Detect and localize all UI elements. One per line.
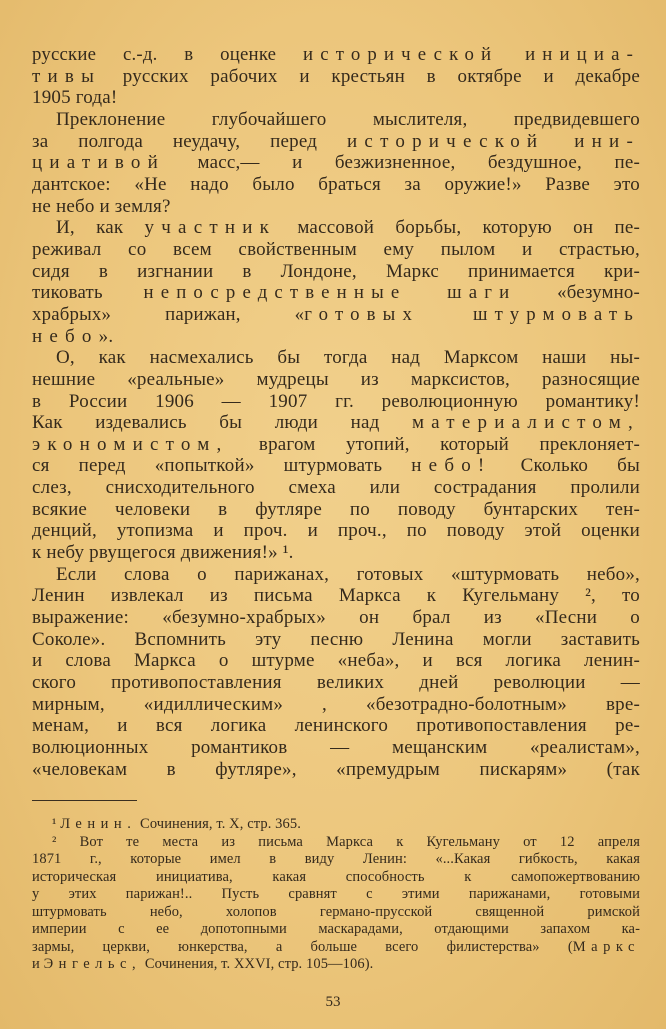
text-line bbox=[32, 477, 640, 499]
spaced-emphasis: штурмовать bbox=[473, 303, 641, 325]
text-run: Сочинения, т. X, стр. 365. bbox=[136, 816, 301, 832]
text-run: к небу рвущегося движения!» ¹. bbox=[32, 542, 294, 564]
text-run: массовой борьбы, которую он пе- bbox=[276, 217, 640, 239]
spaced-emphasis: готовых bbox=[304, 303, 419, 325]
text-run: ся перед «попыткой» штурмовать bbox=[32, 455, 412, 477]
text-run: менам, и вся логика ленинского противопоставления ре- bbox=[32, 715, 640, 737]
text-run: 1871 г., которые имел в виду Ленин: «...Какая гибкость, какая bbox=[32, 851, 640, 867]
footnote-line bbox=[32, 904, 640, 922]
text-run: ». bbox=[98, 325, 114, 347]
spaced-emphasis: шаги bbox=[447, 282, 517, 304]
text-line bbox=[32, 326, 640, 348]
text-run: сидя в изгнании в Лондоне, Маркс принимается кри- bbox=[32, 260, 640, 282]
text-line bbox=[32, 152, 640, 174]
page-number: 53 bbox=[325, 994, 341, 1010]
text-run bbox=[544, 131, 574, 152]
text-run: Сколько бы bbox=[491, 455, 640, 477]
spaced-emphasis: исторической bbox=[347, 130, 545, 152]
text-run: выражение: «безумно-храбрых» он брал из «Песни о bbox=[32, 607, 640, 629]
text-run: мирным, «идиллическим» , «безотрадно-болотным» вре- bbox=[32, 693, 640, 715]
text-run: зармы, церкви, юнкерства, а больше всего филистерства» ( bbox=[32, 938, 573, 955]
footnote-line bbox=[32, 956, 640, 974]
text-run: слез, снисходительного смеха или сострадания пролили bbox=[32, 477, 640, 499]
spaced-emphasis: непосредственные bbox=[143, 282, 407, 304]
text-line bbox=[32, 629, 640, 651]
text-line bbox=[32, 499, 640, 521]
text-line bbox=[32, 694, 640, 716]
spaced-emphasis: небо bbox=[32, 325, 99, 347]
text-run: денций, утопизма и проч. и проч., по поводу этой оценки bbox=[32, 520, 640, 542]
spaced-emphasis: участник bbox=[144, 217, 277, 239]
text-line bbox=[32, 672, 640, 694]
text-run: русских рабочих и крестьян в октябре и декабре bbox=[101, 65, 640, 87]
text-line bbox=[32, 196, 640, 218]
main-text-body bbox=[32, 44, 640, 780]
text-line bbox=[32, 434, 640, 456]
text-run: Как издевались бы люди над bbox=[32, 412, 413, 434]
text-run: Если слова о парижанах, готовых «штурмовать небо», bbox=[56, 563, 640, 585]
text-run: в России 1906 — 1907 гг. революционную романтику! bbox=[32, 390, 640, 412]
spaced-emphasis: Маркс bbox=[572, 938, 640, 955]
text-run bbox=[498, 44, 525, 65]
text-run: волюционных романтиков — мещанским «реалистам», bbox=[32, 737, 640, 758]
text-line bbox=[32, 585, 640, 607]
text-run bbox=[419, 304, 473, 325]
text-line bbox=[32, 282, 640, 304]
spaced-emphasis: Энгельс, bbox=[43, 956, 142, 972]
spaced-emphasis: циативой bbox=[32, 152, 166, 174]
text-line bbox=[32, 131, 640, 153]
text-line bbox=[32, 347, 640, 369]
text-run: и bbox=[32, 956, 44, 972]
text-run: за полгода неудачу, перед bbox=[32, 130, 348, 152]
text-run: «человекам в футляре», «премудрым пискарям» (так bbox=[32, 758, 640, 780]
footnote-line bbox=[32, 939, 640, 957]
text-run: масс,— и безжизненное, бездушное, пе- bbox=[165, 152, 640, 174]
text-line bbox=[32, 304, 640, 326]
text-run: штурмовать небо, холопов германо-прусской священной римской bbox=[32, 903, 640, 920]
text-run: русские с.-д. в оценке bbox=[32, 44, 304, 65]
text-run bbox=[406, 282, 447, 303]
text-run: всякие человеки в футляре по поводу бунтарских тен- bbox=[32, 498, 640, 520]
text-run: Соколе». Вспомнить эту песню Ленина могли заставить bbox=[32, 628, 640, 650]
text-run: 1905 года! bbox=[32, 87, 118, 109]
text-line bbox=[32, 607, 640, 629]
text-run: нешние «реальные» мудрецы из марксистов, разносящие bbox=[32, 368, 640, 390]
spaced-emphasis: Ленин. bbox=[60, 816, 137, 832]
text-line bbox=[32, 217, 640, 239]
text-line bbox=[32, 261, 640, 283]
text-run: реживал со всем свойственным ему пылом и страстью, bbox=[32, 238, 640, 260]
spaced-emphasis: материалистом, bbox=[412, 412, 640, 434]
text-line bbox=[32, 109, 640, 131]
text-line bbox=[32, 412, 640, 434]
text-line bbox=[32, 87, 640, 109]
text-run: О, как насмехались бы тогда над Марксом наши ны- bbox=[56, 347, 640, 369]
text-run: И, как bbox=[56, 217, 145, 239]
text-run: ¹ bbox=[52, 816, 61, 832]
text-line bbox=[32, 239, 640, 261]
text-line bbox=[32, 391, 640, 413]
text-run: дантское: «Не надо было браться за оружие!» Разве это bbox=[32, 173, 640, 195]
spaced-emphasis: ини- bbox=[574, 130, 640, 152]
footnote-line bbox=[32, 816, 640, 834]
footnotes bbox=[32, 816, 640, 974]
spaced-emphasis: исторической bbox=[303, 44, 499, 65]
text-run: Преклонение глубочайшего мыслителя, предвидевшего bbox=[56, 108, 640, 130]
text-line bbox=[32, 520, 640, 542]
text-run: у этих парижан!.. Пусть сравнят с этими парижанами, готовыми bbox=[32, 886, 640, 902]
text-line bbox=[32, 44, 640, 66]
text-line bbox=[32, 369, 640, 391]
text-line bbox=[32, 455, 640, 477]
text-line bbox=[32, 650, 640, 672]
text-line bbox=[32, 715, 640, 737]
text-run: историческая инициатива, какая способность к самопожертвованию bbox=[32, 868, 640, 885]
spaced-emphasis: инициа- bbox=[525, 44, 640, 65]
text-run: «безумно- bbox=[516, 282, 640, 304]
text-line bbox=[32, 174, 640, 196]
footnote-divider bbox=[32, 800, 137, 801]
text-line bbox=[32, 542, 640, 564]
text-line bbox=[32, 737, 640, 759]
text-run: врагом утопий, который преклоняет- bbox=[228, 433, 640, 455]
spaced-emphasis: небо! bbox=[411, 455, 492, 477]
spaced-emphasis: тивы bbox=[32, 65, 102, 87]
text-run: империи с ее допотопными маскарадами, отдающими запахом ка- bbox=[32, 921, 640, 937]
text-line bbox=[32, 564, 640, 586]
footnote-line bbox=[32, 869, 640, 887]
text-run: ² Вот те места из письма Маркса к Кугельману от 12 апреля bbox=[52, 833, 640, 850]
text-run: не небо и земля? bbox=[32, 195, 171, 217]
footnote-line bbox=[32, 921, 640, 939]
footnote-line bbox=[32, 851, 640, 869]
spaced-emphasis: экономистом, bbox=[32, 433, 229, 455]
text-run: и слова Маркса о штурме «неба», и вся логика ленин- bbox=[32, 650, 640, 672]
text-run: Ленин извлекал из письма Маркса к Кугельману ², то bbox=[32, 585, 640, 607]
text-run: Сочинения, т. XXVI, стр. 105—106). bbox=[141, 956, 374, 972]
text-line bbox=[32, 66, 640, 88]
text-run: храбрых» парижан, « bbox=[32, 303, 305, 325]
text-line bbox=[32, 759, 640, 781]
text-run: ского противопоставления великих дней революции — bbox=[32, 672, 640, 694]
footnote-line bbox=[32, 886, 640, 904]
text-run: тиковать bbox=[32, 282, 144, 304]
footnote-line bbox=[32, 834, 640, 852]
